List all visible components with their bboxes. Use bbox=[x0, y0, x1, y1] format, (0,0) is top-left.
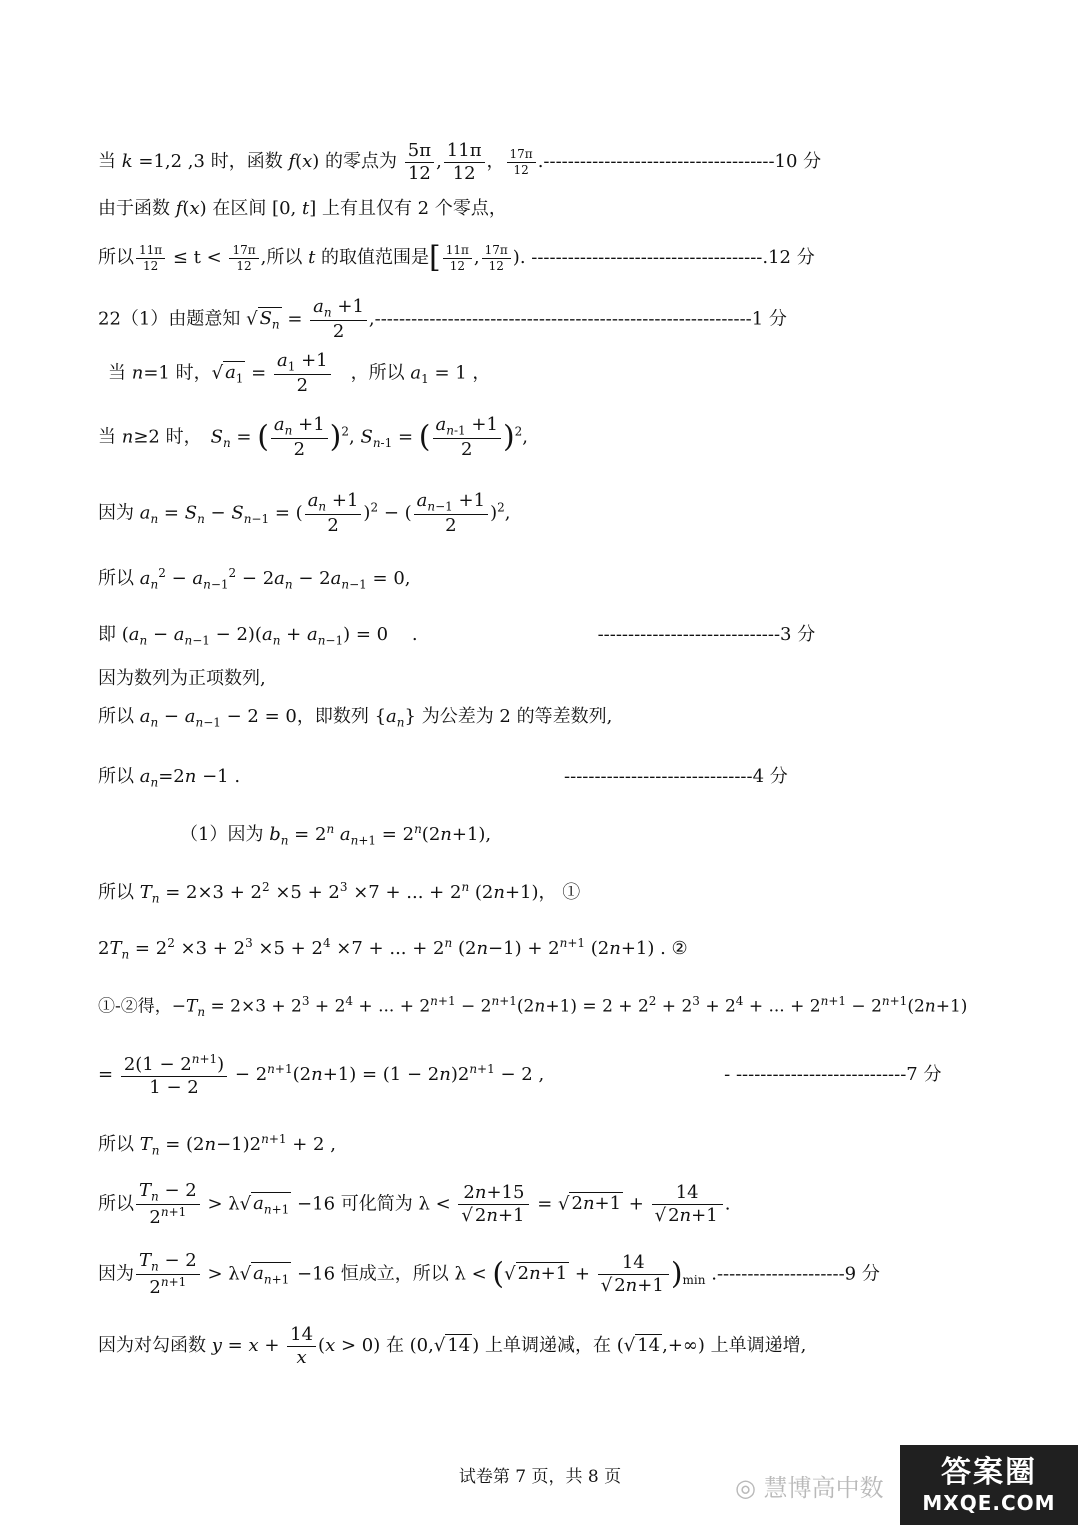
text-line-18: 所以 $T_n = (2n-1)2^{n+1} + 2$ , bbox=[98, 1132, 336, 1158]
text-line-16: ①-②得，$-T_n = 2\times 3 + 2^3 + 2^4$ + ... + $2^{n+1} - 2^{n+1}(2n+1) = 2 + 2^2 + 2^3 + 2^4$ + ... + $2^{n+1} - 2^{n+1}(2n+1)$ bbox=[98, 994, 968, 1020]
text-line-21: 因为对勾函数 y = x + $\frac{14}{x}$ (x > 0) 在 (0,√ 14 ) 上单调递减，在 (√ 14 ,+∞) 上单调递增, bbox=[98, 1324, 807, 1368]
text-line-6: 当 n≥2 时， $S_n$ = ( $\frac{a_n +1}{2}$ )$^2$, $S_{n-1}$ = ( $\frac{a_{n-1} +1}{2}$ )$^2$, bbox=[98, 414, 529, 460]
score-1: --------------------------------------------------------------1 分 bbox=[374, 308, 787, 330]
text-line-17: = $\frac{2(1 - 2^{n+1})}{1 - 2}$ − $2^{n+1}(2n+1) = (1 - 2n)2^{n+1} - 2$ , - ----------------------------7 分 bbox=[98, 1052, 942, 1098]
logo-bottom-text: MXQE.COM bbox=[922, 1491, 1056, 1515]
wechat-watermark bbox=[735, 1468, 884, 1503]
text-line-19: 所以 $\frac{T_n - 2}{2^{n+1}}$ > λ√ $a_{n+1} -16$ 可化简为 λ < $\frac{2n+15}{√ 2n+1}$ = √ 2n+1 + $\frac{14}{√ 2n+1}$ . bbox=[98, 1180, 731, 1228]
score-10: --------------------------------------10 分 bbox=[543, 151, 822, 173]
score-12: --------------------------------------.12 分 bbox=[531, 247, 815, 268]
text-line-2: 由于函数 f(x) 在区间 [0, t] 上有且仅有 2 个零点， bbox=[98, 198, 507, 219]
logo-top-text: 答案圈 bbox=[941, 1455, 1037, 1490]
text-line-11: 所以 $a_n - a_{n-1} - 2 = 0$，即数列 $\{a_n\}$ 为公差为 2 的等差数列, bbox=[98, 706, 613, 730]
wechat-icon: ◎ bbox=[735, 1474, 756, 1502]
text-line-15: $2T_n = 2^2 \times 3 + 2^3 \times 5 + 2^4 \times 7$ + ... + $2^n$ $(2n-1) + 2^{n+1}$ (2n+1) . ② bbox=[98, 936, 688, 962]
text-line-1: 当 k =1,2 ,3 时，函数 f(x) 的零点为 $\frac{5\pi}{12}$ , $\frac{11\pi}{12}$ ， $\frac{17\pi}{12}$ .--------------------------------------10 分 bbox=[98, 140, 822, 184]
logo-watermark bbox=[900, 1445, 1078, 1525]
score-9: ---------------------9 分 bbox=[716, 1263, 880, 1285]
score-7: - ----------------------------7 分 bbox=[724, 1064, 942, 1086]
text-line-7: 因为 $a_n = S_n - S_{n-1}$ = ( $\frac{a_n +1}{2}$ )$^2$ − ( $\frac{a_{n-1} +1}{2}$ )$^2$, bbox=[98, 490, 511, 536]
text-line-8: 所以 $a_n^2 - a_{n-1}^2 - 2a_n - 2a_{n-1} = 0$, bbox=[98, 566, 411, 592]
text-line-5: 当 n=1 时，√ $a_1$ = $\frac{a_1 +1}{2}$ ，所以 $a_1 = 1$ ， bbox=[108, 350, 491, 396]
score-3: ------------------------------3 分 bbox=[597, 624, 816, 645]
text-line-10: 因为数列为正项数列, bbox=[98, 668, 266, 689]
text-line-14: 所以 $T_n = 2\times 3 + 2^2 \times 5 + 2^3 \times 7$ + ... + $2^n$ (2n+1)， ① bbox=[98, 880, 581, 906]
wechat-watermark-text: 慧博高中数 bbox=[763, 1474, 884, 1502]
score-4: -------------------------------4 分 bbox=[564, 766, 788, 787]
text-line-3: 所以 $\frac{11\pi}{12}$ ≤ t < $\frac{17\pi}{12}$ ,所以 t 的取值范围是[ $\frac{11\pi}{12}$ , $\frac{17\pi}{12}$ ). --------------------------------------.12 分 bbox=[98, 240, 815, 275]
text-line-13: （1）因为 $b_n = 2^n$ $a_{n+1} = 2^n(2n+1)$, bbox=[180, 822, 492, 848]
text-line-20: 因为 $\frac{T_n - 2}{2^{n+1}}$ > λ√ $a_{n+1} -16$ 恒成立，所以 λ < (√ 2n+1 + $\frac{14}{√ 2n+1}$ )$_{min}$ .---------------------9 分 bbox=[98, 1250, 880, 1298]
text-line-9: 即 $(a_n - a_{n-1} - 2)(a_n + a_{n-1}) = 0$ . ------------------------------3 分 bbox=[98, 624, 816, 648]
text-line-4: 22（1）由题意知 √ $S_n$ = $\frac{a_n +1}{2}$ ,--------------------------------------------------------------1 分 bbox=[98, 296, 787, 342]
page-footer: 试卷第 7 页，共 8 页 bbox=[458, 1467, 622, 1487]
text-line-12: 所以 $a_n=2n -1$ . -------------------------------4 分 bbox=[98, 766, 788, 790]
